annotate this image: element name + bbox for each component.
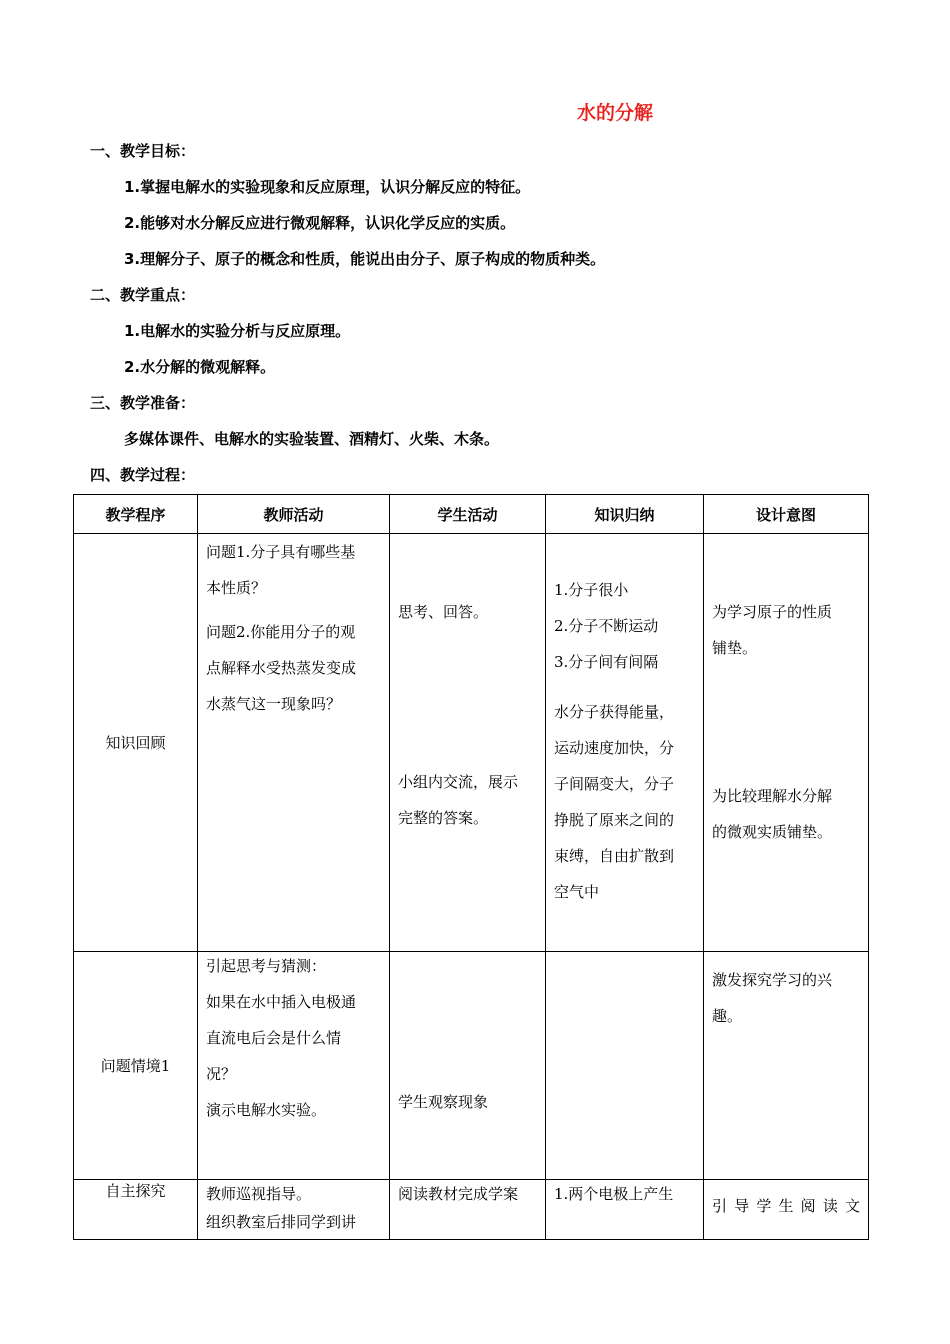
table-row xyxy=(74,534,869,952)
cell-line: 子间隔变大，分子 xyxy=(554,775,675,793)
knowledge-summary-cell xyxy=(546,534,704,952)
column-header: 学生活动 xyxy=(390,495,546,534)
goal-item: 3.理解分子、原子的概念和性质，能说出由分子、原子构成的物质种类。 xyxy=(124,250,606,268)
knowledge-summary-cell xyxy=(546,1180,704,1240)
cell-line: 点解释水受热蒸发变成 xyxy=(206,659,357,677)
column-header: 知识归纳 xyxy=(546,495,704,534)
preparation-item: 多媒体课件、电解水的实验装置、酒精灯、火柴、木条。 xyxy=(124,430,500,448)
cell-line: 演示电解水实验。 xyxy=(206,1101,327,1119)
cell-line: 思考、回答。 xyxy=(398,603,489,621)
cell-line: 如果在水中插入电极通 xyxy=(206,993,357,1011)
column-header: 设计意图 xyxy=(704,495,869,534)
cell-line: 为比较理解水分解 xyxy=(712,787,833,805)
cell-line: 激发探究学习的兴 xyxy=(712,971,833,989)
goal-item: 2.能够对水分解反应进行微观解释，认识化学反应的实质。 xyxy=(124,214,516,232)
teacher-activity-cell xyxy=(198,534,390,952)
student-activity-cell xyxy=(390,1180,546,1240)
column-header: 教师活动 xyxy=(198,495,390,534)
cell-line: 水蒸气这一现象吗？ xyxy=(206,695,342,713)
goal-item: 1.掌握电解水的实验现象和反应原理，认识分解反应的特征。 xyxy=(124,178,531,196)
student-activity-cell xyxy=(390,952,546,1180)
teacher-activity-cell xyxy=(198,952,390,1180)
cell-line: 学生观察现象 xyxy=(398,1093,489,1111)
cell-line: 引导学生阅读文 xyxy=(712,1197,860,1215)
section-heading-preparation: 三、教学准备： xyxy=(90,394,196,412)
section-heading-key-points: 二、教学重点： xyxy=(90,286,196,304)
cell-line: 组织教室后排同学到讲 xyxy=(206,1213,357,1231)
cell-line: 教师巡视指导。 xyxy=(206,1185,312,1203)
cell-line: 小组内交流，展示 xyxy=(398,773,519,791)
cell-line: 1.分子很小 xyxy=(554,581,629,599)
design-intent-cell xyxy=(704,952,869,1180)
cell-line: 本性质？ xyxy=(206,579,267,597)
design-intent-cell xyxy=(704,534,869,952)
cell-line: 问题1.分子具有哪些基 xyxy=(206,543,356,561)
table-row xyxy=(74,952,869,1180)
cell-line: 铺垫。 xyxy=(712,639,758,657)
cell-line: 2.分子不断运动 xyxy=(554,617,659,635)
stage-cell: 问题情境1 xyxy=(74,952,198,1180)
cell-line: 阅读教材完成学案 xyxy=(398,1185,519,1203)
cell-line: 问题2.你能用分子的观 xyxy=(206,623,356,641)
cell-line xyxy=(206,606,381,614)
cell-line: 趣。 xyxy=(712,1007,743,1025)
cell-line: 况？ xyxy=(206,1065,237,1083)
cell-line: 完整的答案。 xyxy=(398,809,489,827)
cell-line: 引起思考与猜测： xyxy=(206,957,327,975)
cell-line: 为学习原子的性质 xyxy=(712,603,833,621)
cell-line: 挣脱了原来之间的 xyxy=(554,811,675,829)
student-activity-cell xyxy=(390,534,546,952)
teacher-activity-cell xyxy=(198,1180,390,1240)
stage-cell: 知识回顾 xyxy=(74,534,198,952)
key-point-item: 1.电解水的实验分析与反应原理。 xyxy=(124,322,351,340)
cell-line: 的微观实质铺垫。 xyxy=(712,823,833,841)
section-heading-goals: 一、教学目标： xyxy=(90,142,196,160)
cell-line: 水分子获得能量， xyxy=(554,703,675,721)
knowledge-summary-cell xyxy=(546,952,704,1180)
cell-line: 3.分子间有间隔 xyxy=(554,653,659,671)
teaching-process-table xyxy=(73,494,869,1240)
table-row xyxy=(74,1180,869,1240)
cell-line: 束缚，自由扩散到 xyxy=(554,847,675,865)
stage-cell: 自主探究 xyxy=(74,1180,198,1240)
document-title: 水的分解 xyxy=(576,102,653,124)
section-heading-process: 四、教学过程： xyxy=(90,466,196,484)
table-header-row xyxy=(74,495,869,534)
cell-line: 空气中 xyxy=(554,883,600,901)
cell-line: 直流电后会是什么情 xyxy=(206,1029,342,1047)
cell-line: 1.两个电极上产生 xyxy=(554,1185,674,1203)
key-point-item: 2.水分解的微观解释。 xyxy=(124,358,276,376)
cell-line: 运动速度加快，分 xyxy=(554,739,675,757)
column-header: 教学程序 xyxy=(74,495,198,534)
design-intent-cell xyxy=(704,1180,869,1240)
